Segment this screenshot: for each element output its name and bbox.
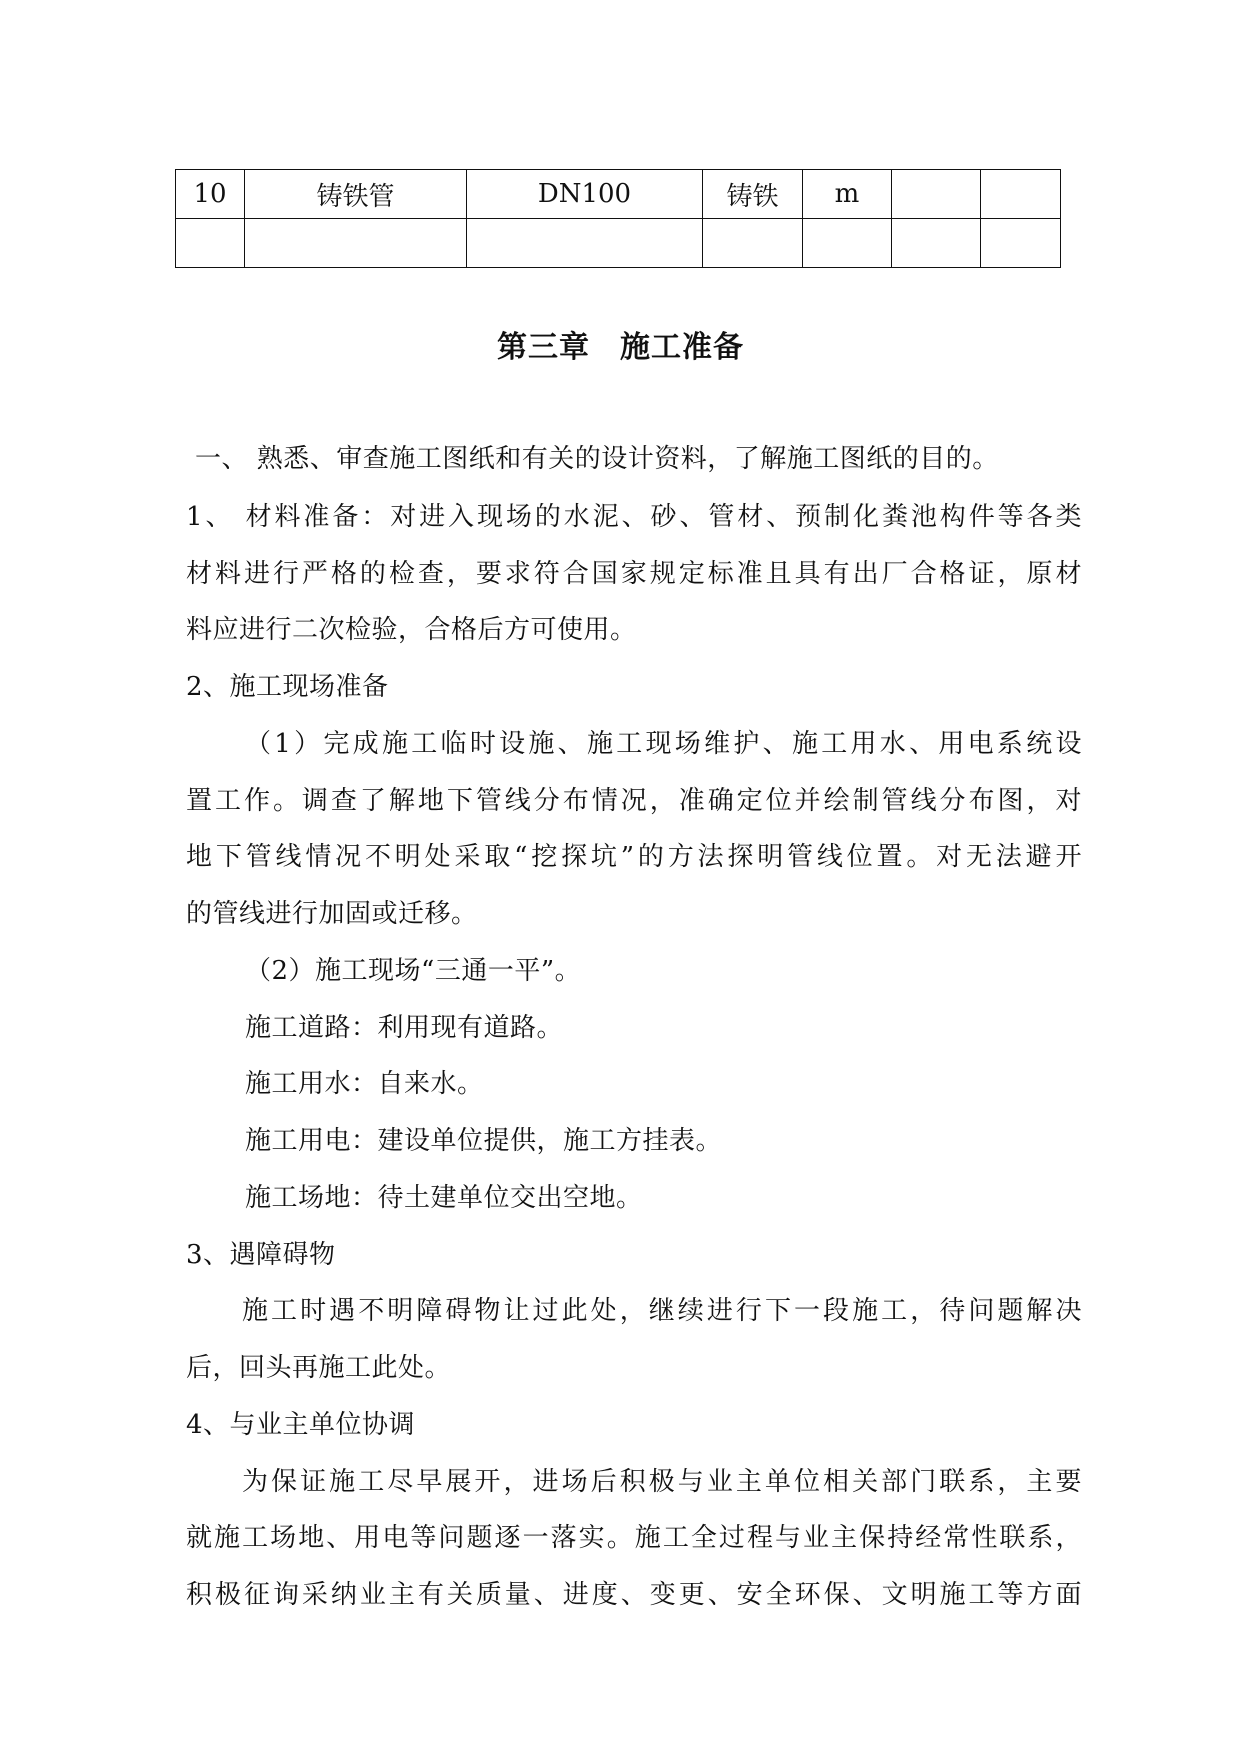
materials-table xyxy=(175,169,1061,268)
paragraph-line: 地下管线情况不明处采取“挖探坑”的方法探明管线位置。对无法避开 xyxy=(186,842,1082,872)
subsection-heading: 2、施工现场准备 xyxy=(186,672,389,702)
paragraph-line: 施工时遇不明障碍物让过此处，继续进行下一段施工，待问题解决 xyxy=(242,1296,1082,1326)
paragraph-line: 施工用水：自来水。 xyxy=(245,1069,484,1099)
table-cell-remark xyxy=(981,170,1061,219)
paragraph-line: 置工作。调查了解地下管线分布情况，准确定位并绘制管线分布图，对 xyxy=(186,786,1082,816)
table-cell-name: 铸铁管 xyxy=(245,170,467,219)
subsection-heading: 4、与业主单位协调 xyxy=(186,1410,416,1440)
table-cell-index xyxy=(176,219,245,268)
paragraph-line: 就施工场地、用电等问题逐一落实。施工全过程与业主保持经常性联系， xyxy=(186,1523,1082,1553)
paragraph-line: 后，回头再施工此处。 xyxy=(186,1353,452,1383)
table-cell-material: 铸铁 xyxy=(703,170,803,219)
paragraph-line: 材料进行严格的检查，要求符合国家规定标准且具有出厂合格证，原材 xyxy=(186,559,1082,589)
paragraph-line: （2）施工现场“三通一平”。 xyxy=(245,956,582,986)
paragraph-line: 1、 材料准备：对进入现场的水泥、砂、管材、预制化粪池构件等各类 xyxy=(186,502,1082,532)
paragraph-line: 为保证施工尽早展开，进场后积极与业主单位相关部门联系，主要 xyxy=(242,1467,1082,1497)
table-cell-material xyxy=(703,219,803,268)
paragraph-line: 积极征询采纳业主有关质量、进度、变更、安全环保、文明施工等方面 xyxy=(186,1580,1082,1610)
table-cell-name xyxy=(245,219,467,268)
table-cell-remark xyxy=(981,219,1061,268)
table-cell-index: 10 xyxy=(176,170,245,219)
subsection-heading: 3、遇障碍物 xyxy=(186,1240,336,1270)
table-row xyxy=(176,219,1061,268)
table-cell-unit xyxy=(803,219,892,268)
table-cell-spec xyxy=(467,219,703,268)
paragraph-line: 的管线进行加固或迁移。 xyxy=(186,899,478,929)
section-heading-1: 一、 熟悉、审查施工图纸和有关的设计资料，了解施工图纸的目的。 xyxy=(195,444,999,474)
paragraph-line: 施工场地：待土建单位交出空地。 xyxy=(245,1183,643,1213)
paragraph-line: 料应进行二次检验，合格后方可使用。 xyxy=(186,615,637,645)
table-cell-quantity xyxy=(892,219,981,268)
paragraph-line: 施工道路：利用现有道路。 xyxy=(245,1013,564,1043)
table-cell-quantity xyxy=(892,170,981,219)
chapter-heading xyxy=(0,322,1241,366)
paragraph-line: （1）完成施工临时设施、施工现场维护、施工用水、用电系统设 xyxy=(245,729,1082,759)
table-cell-spec: DN100 xyxy=(467,170,703,219)
paragraph-line: 施工用电：建设单位提供，施工方挂表。 xyxy=(245,1126,723,1156)
table-row xyxy=(176,170,1061,219)
table-cell-unit: m xyxy=(803,170,892,219)
chapter-title: 施工准备 xyxy=(620,330,744,365)
chapter-number: 第三章 xyxy=(497,330,590,365)
